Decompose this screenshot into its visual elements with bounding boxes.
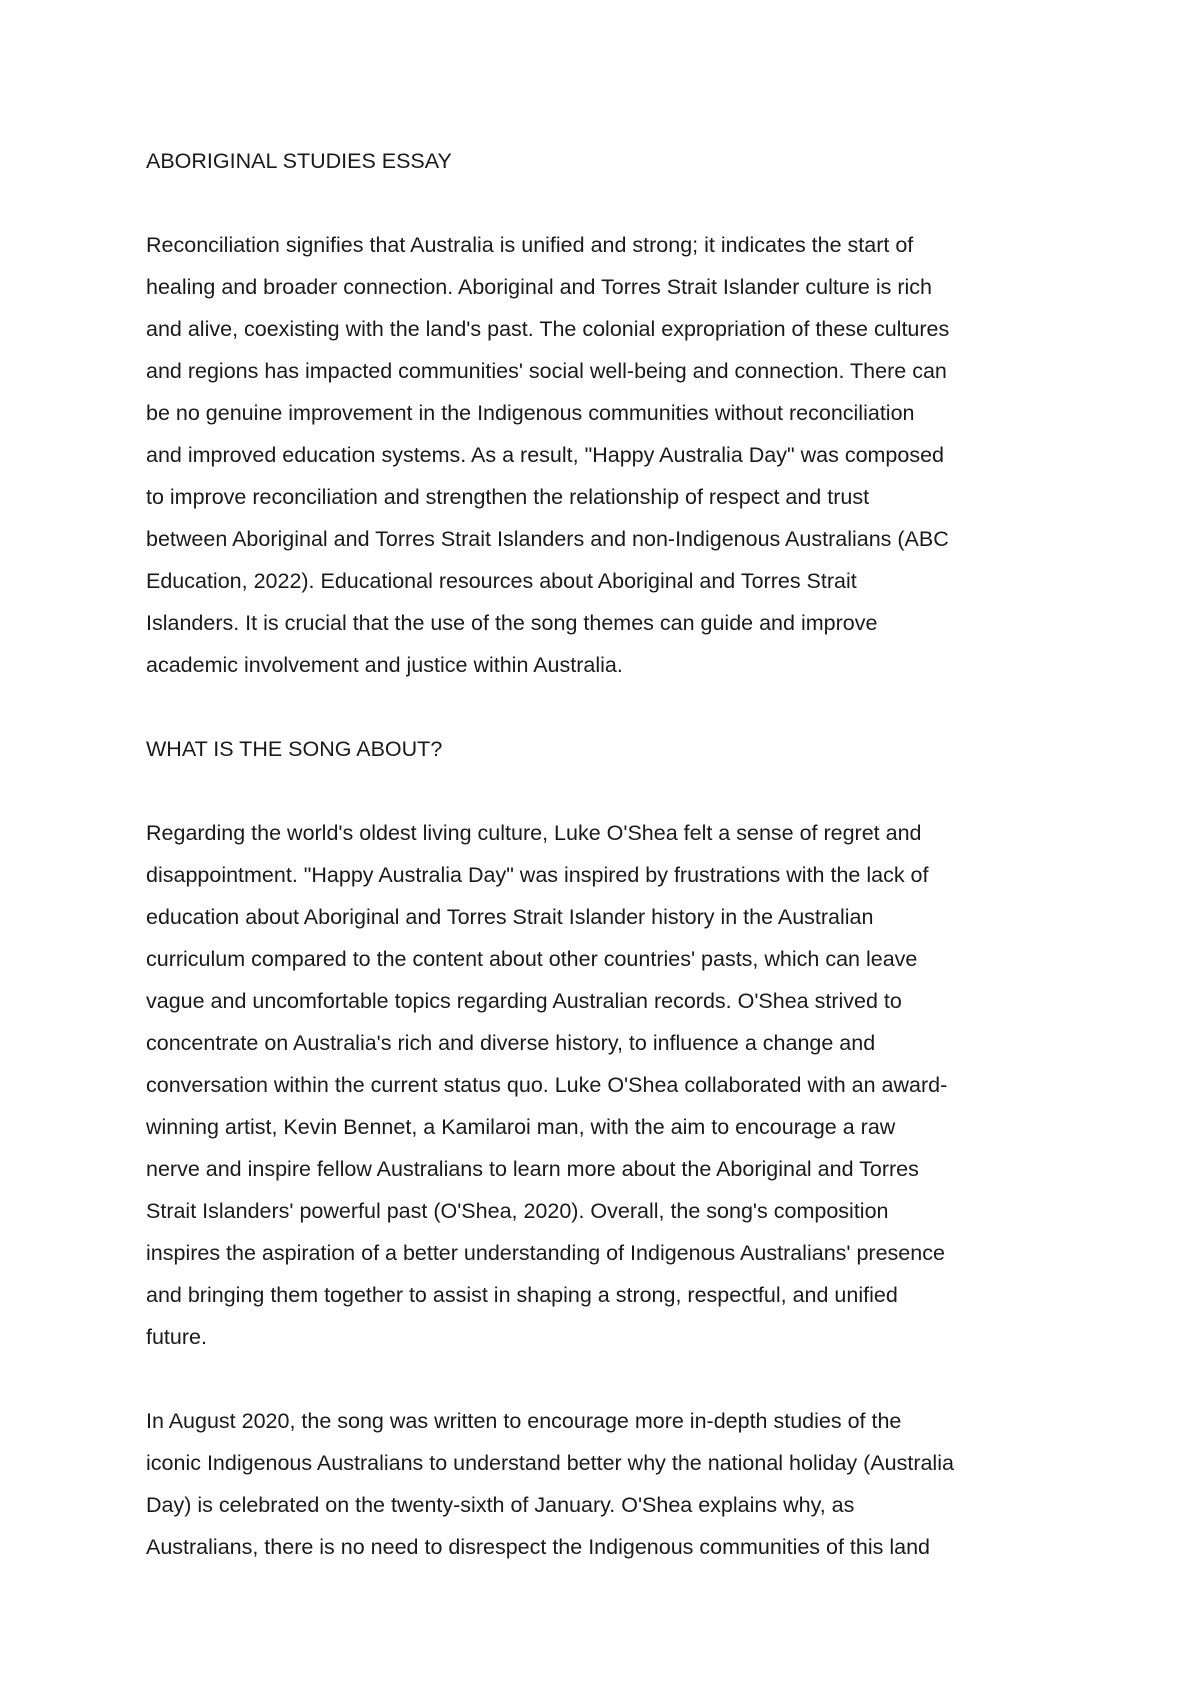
- text-line: iconic Indigenous Australians to understand better why the national holiday (Australia: [146, 1451, 954, 1475]
- text-line: nerve and inspire fellow Australians to learn more about the Aboriginal and Torres: [146, 1157, 919, 1181]
- section-heading: WHAT IS THE SONG ABOUT?: [146, 737, 443, 761]
- text-line: and regions has impacted communities' social well-being and connection. There can: [146, 359, 947, 383]
- text-line: be no genuine improvement in the Indigenous communities without reconciliation: [146, 401, 915, 425]
- text-line: Day) is celebrated on the twenty-sixth of January. O'Shea explains why, as: [146, 1493, 855, 1517]
- text-line: academic involvement and justice within Australia.: [146, 653, 623, 677]
- text-line: In August 2020, the song was written to encourage more in-depth studies of the: [146, 1409, 902, 1433]
- intro-paragraph: [146, 224, 1076, 686]
- text-line: and bringing them together to assist in shaping a strong, respectful, and unified: [146, 1283, 898, 1307]
- document-body: [146, 140, 1076, 1610]
- song-about-paragraph: [146, 812, 1076, 1358]
- text-line: conversation within the current status quo. Luke O'Shea collaborated with an award-: [146, 1073, 948, 1097]
- text-line: concentrate on Australia's rich and diverse history, to influence a change and: [146, 1031, 876, 1055]
- text-line: to improve reconciliation and strengthen the relationship of respect and trust: [146, 485, 870, 509]
- text-line: between Aboriginal and Torres Strait Islanders and non-Indigenous Australians (ABC: [146, 527, 949, 551]
- text-line: education about Aboriginal and Torres Strait Islander history in the Australian: [146, 905, 874, 929]
- text-line: winning artist, Kevin Bennet, a Kamilaroi man, with the aim to encourage a raw: [146, 1115, 896, 1139]
- text-line: Australians, there is no need to disrespect the Indigenous communities of this land: [146, 1535, 931, 1559]
- text-line: disappointment. "Happy Australia Day" was inspired by frustrations with the lack of: [146, 863, 929, 887]
- text-line: inspires the aspiration of a better understanding of Indigenous Australians' presence: [146, 1241, 945, 1265]
- text-line: healing and broader connection. Aboriginal and Torres Strait Islander culture is rich: [146, 275, 933, 299]
- text-line: curriculum compared to the content about other countries' pasts, which can leave: [146, 947, 918, 971]
- text-line: and improved education systems. As a result, "Happy Australia Day" was composed: [146, 443, 945, 467]
- text-line: and alive, coexisting with the land's past. The colonial expropriation of these cultures: [146, 317, 950, 341]
- text-line: Education, 2022). Educational resources about Aboriginal and Torres Strait: [146, 569, 857, 593]
- document-title: ABORIGINAL STUDIES ESSAY: [146, 149, 452, 173]
- text-line: vague and uncomfortable topics regarding Australian records. O'Shea strived to: [146, 989, 902, 1013]
- text-line: Strait Islanders' powerful past (O'Shea, 2020). Overall, the song's composition: [146, 1199, 889, 1223]
- text-line: Reconciliation signifies that Australia is unified and strong; it indicates the start of: [146, 233, 914, 257]
- australia-day-paragraph: [146, 1400, 1076, 1568]
- text-line: Regarding the world's oldest living culture, Luke O'Shea felt a sense of regret and: [146, 821, 922, 845]
- text-line: Islanders. It is crucial that the use of the song themes can guide and improve: [146, 611, 878, 635]
- text-line: future.: [146, 1325, 207, 1349]
